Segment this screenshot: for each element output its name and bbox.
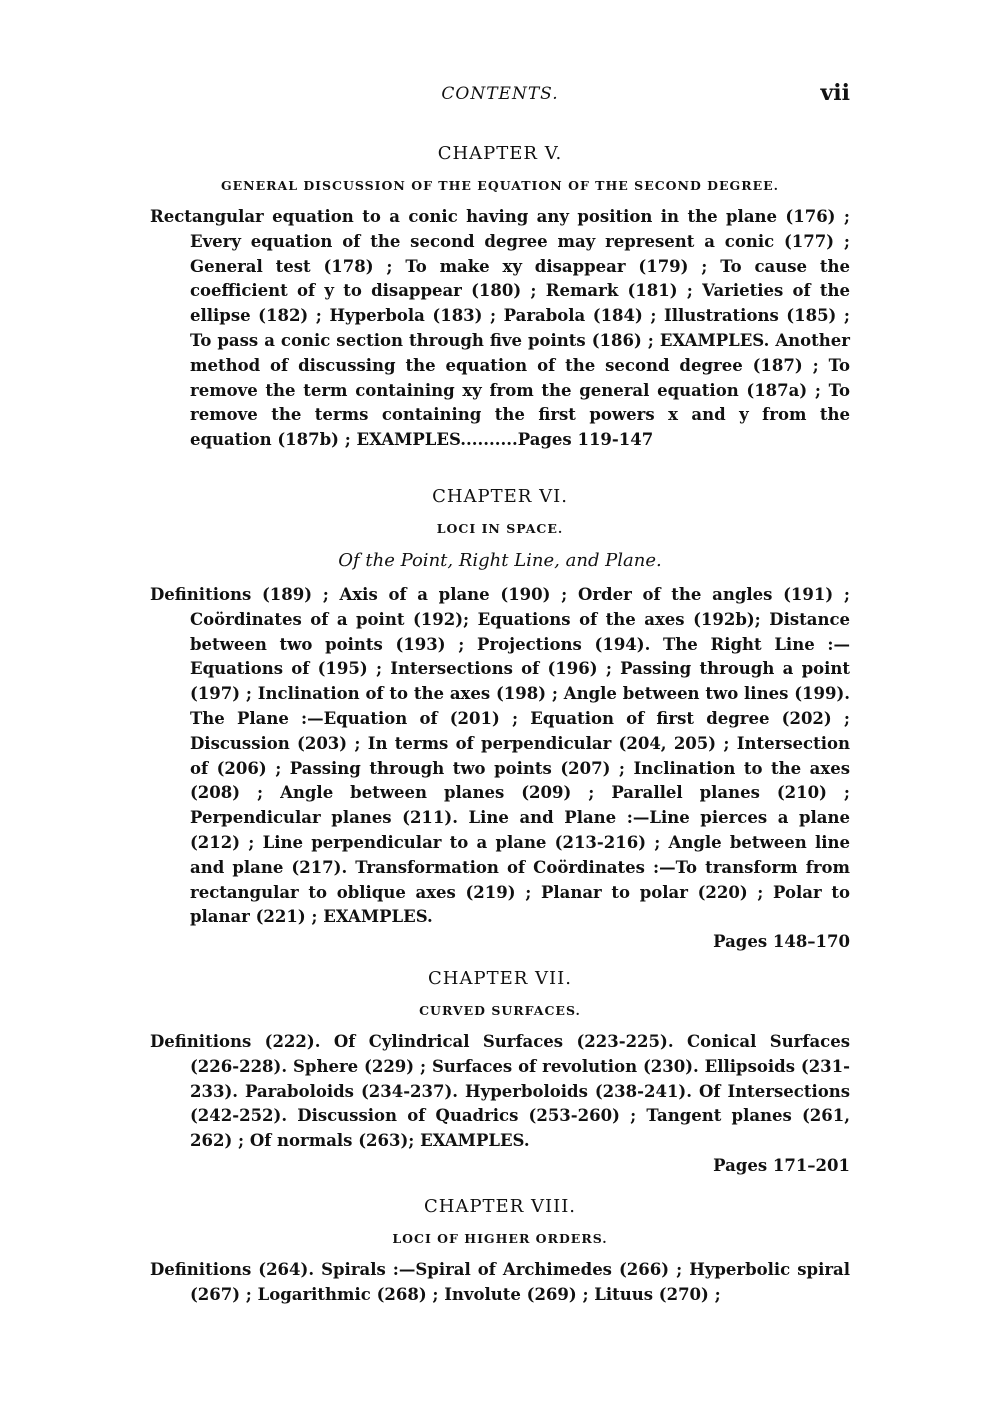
chapter-section: Of the Point, Right Line, and Plane. — [338, 550, 662, 571]
running-title: CONTENTS. — [441, 84, 559, 104]
chapter-title: CHAPTER VI. — [432, 486, 568, 507]
chapter-subtitle: LOCI IN SPACE. — [436, 521, 564, 536]
page-range: Pages 171–201 — [713, 1155, 850, 1175]
page-range: Pages 148–170 — [713, 932, 850, 952]
running-head — [0, 80, 1000, 110]
chapter-summary: Definitions (264). Spirals :—Spiral of Archimedes (266) ; Hyperbolic spiral (267) ; Logarithmic (268) ; Involute (269) ; Lituus (270) ; — [150, 1260, 850, 1304]
chapter-subtitle: GENERAL DISCUSSION OF THE EQUATION OF THE SECOND DEGREE. — [220, 178, 780, 193]
chapter-summary: Definitions (189) ; Axis of a plane (190) ; Order of the angles (191) ; Coördinates of a point (192); Equations of the axes (192b); Distance between two points (193) ; Projections (194). The Right Line :— Equations of (195) ; Intersections of (196) ; Passing through a point (197) ; Inclination of to the axes (198) ; Angle between two lines (199). The Plane :—Equation of (201) ; Equation of first degree (202) ; Discussion (203) ; In terms of perpendicular (204, 205) ; Intersection of (206) ; Passing through two points (207) ; Inclination to the axes (208) ; Angle between planes (209) ; Parallel planes (210) ; Perpendicular planes (211). Line and Plane :—Line pierces a plane (212) ; Line perpendicular to a plane (213-216) ; Angle between line and plane (217). Transformation of Coördinates :—To transform from rectangular to oblique axes (219) ; Planar to polar (220) ; Polar to planar (221) ; EXAMPLES. — [150, 585, 850, 927]
chapter-title: CHAPTER VII. — [428, 968, 572, 989]
chapter-summary: Definitions (222). Of Cylindrical Surfaces (223-225). Conical Surfaces (226-228). Sphere (229) ; Surfaces of revolution (230). Ellipsoids (231-233). Paraboloids (234-237). Hyperboloids (238-241). Of Intersections (242-252). Discussion of Quadrics (253-260) ; Tangent planes (261, 262) ; Of normals (263); EXAMPLES. — [150, 1032, 850, 1151]
chapter-title: CHAPTER V. — [437, 143, 563, 164]
chapter-viii — [150, 1196, 850, 1308]
page-number: vii — [820, 80, 850, 106]
chapter-vi — [150, 486, 850, 954]
chapter-vii — [150, 968, 850, 1178]
chapter-title: CHAPTER VIII. — [423, 1196, 577, 1217]
chapter-subtitle: CURVED SURFACES. — [419, 1003, 581, 1018]
chapter-v — [150, 143, 850, 453]
chapter-summary: Rectangular equation to a conic having any position in the plane (176) ; Every equation of the second degree may represent a conic (177) ; General test (178) ; To make xy disappear (179) ; To cause the coefficient of y to disappear (180) ; Remark (181) ; Varieties of the ellipse (182) ; Hyperbola (183) ; Parabola (184) ; Illustrations (185) ; To pass a conic section through five points (186) ; EXAMPLES. Another method of discussing the equation of the second degree (187) ; To remove the term containing xy from the general equation (187a) ; To remove the terms containing the first powers x and y from the equation (187b) ; EXAMPLES..........Pages 119-147 — [150, 207, 850, 450]
chapter-subtitle: LOCI OF HIGHER ORDERS. — [392, 1231, 608, 1246]
